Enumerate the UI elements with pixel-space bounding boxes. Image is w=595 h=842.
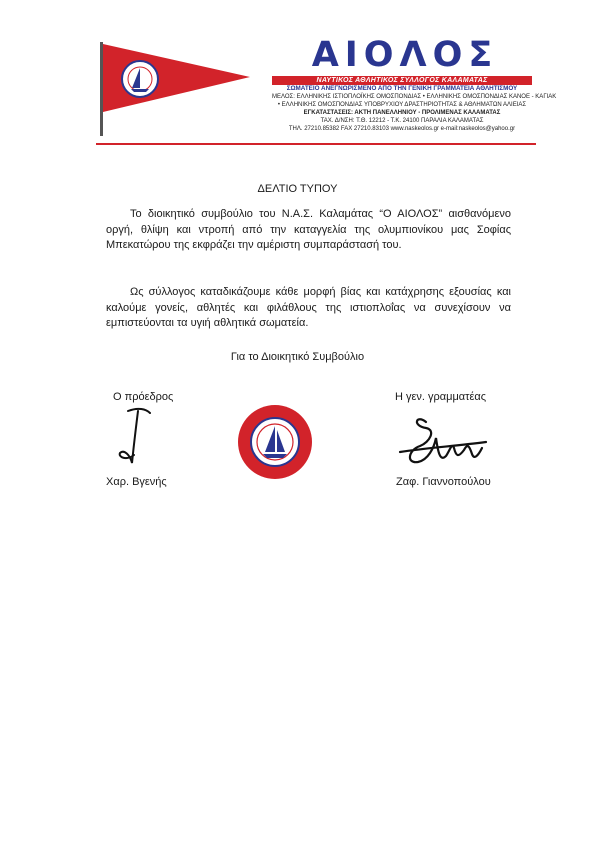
contact-line: ΤΗΛ. 27210.85382 FAX 27210.83103 www.naskeolos.gr e-mail:naskeolos@yahoo.gr: [288, 126, 516, 132]
recognition-line: ΣΩΜΑΤΕΙΟ ΑΝΕΓΝΩΡΙΣΜΕΝΟ ΑΠΟ ΤΗΝ ΓΕΝΙΚΗ ΓΡΑΜΜΑΤΕΙΑ ΑΘΛΗΤΙΣΜΟΥ: [286, 85, 518, 92]
facilities-line: ΕΓΚΑΤΑΣΤΑΣΕΙΣ: ΑΚΤΗ ΠΑΝΕΛΛΗΝΙΟΥ - ΠΡΟΛΙΜΕΝΑΣ ΚΑΛΑΜΑΤΑΣ: [303, 110, 501, 116]
club-banner: ΝΑΥΤΙΚΟΣ ΑΘΛΗΤΙΚΟΣ ΣΥΛΛΟΓΟΣ ΚΑΛΑΜΑΤΑΣ: [272, 76, 532, 85]
paragraph-1: Το διοικητικό συμβούλιο του Ν.Α.Σ. Καλαμάτας “Ο ΑΙΟΛΟΣ” αισθανόμενο οργή, θλίψη και ντροπή από την καταγγελία της ολυμπιονίκου μας Σοφίας Μπεκατώρου της εκφράζει την αμέριστη συμπαράστασή του.: [106, 208, 511, 251]
membership-line-2: • ΕΛΛΗΝΙΚΗΣ ΟΜΟΣΠΟΝΔΙΑΣ ΥΠΟΒΡΥΧΙΟΥ ΔΡΑΣΤΗΡΙΟΤΗΤΑΣ & ΑΘΛΗΜΑΤΩΝ ΑΛΙΕΙΑΣ: [277, 102, 527, 108]
membership-line-1: ΜΕΛΟΣ: ΕΛΛΗΝΙΚΗΣ ΙΣΤΙΟΠΛΟΪΚΗΣ ΟΜΟΣΠΟΝΔΙΑΣ • ΕΛΛΗΝΙΚΗΣ ΟΜΟΣΠΟΝΔΙΑΣ ΚΑΝΟΕ - ΚΑΓΙΑΚ: [272, 94, 557, 100]
president-signature: [112, 403, 160, 471]
secretary-role: Η γεν. γραμματέας: [395, 391, 487, 403]
president-role: Ο πρόεδρος: [113, 391, 174, 403]
closing-line: Για το Διοικητικό Συμβούλιο: [230, 351, 365, 363]
secretary-signature: [396, 412, 496, 474]
address-line: ΤΑΧ. Δ/ΝΣΗ: Τ.Θ. 12212 - Τ.Κ. 24100 ΠΑΡΑΛΙΑ ΚΑΛΑΜΑΤΑΣ: [320, 118, 484, 124]
club-seal: [235, 402, 315, 482]
header-divider: [96, 143, 536, 145]
brand-name: ΑΙΟΛΟΣ: [311, 35, 499, 75]
paragraph-2: Ως σύλλογος καταδικάζουμε κάθε μορφή βίας και κατάχρησης εξουσίας και καλούμε γονείς, αθλητές και φιλάθλους της ιστιοπλοΐας να συνεχίσουν να εμπιστεύονται τα υγιή αθλητικά σωματεία.: [106, 286, 511, 329]
secretary-name: Ζαφ. Γιαννοπούλου: [396, 476, 491, 488]
document-title: ΔΕΛΤΙΟ ΤΥΠΟΥ: [257, 183, 338, 195]
flag-logo: [96, 38, 256, 138]
letterhead: [272, 35, 557, 133]
president-name: Χαρ. Βγενής: [106, 476, 167, 488]
